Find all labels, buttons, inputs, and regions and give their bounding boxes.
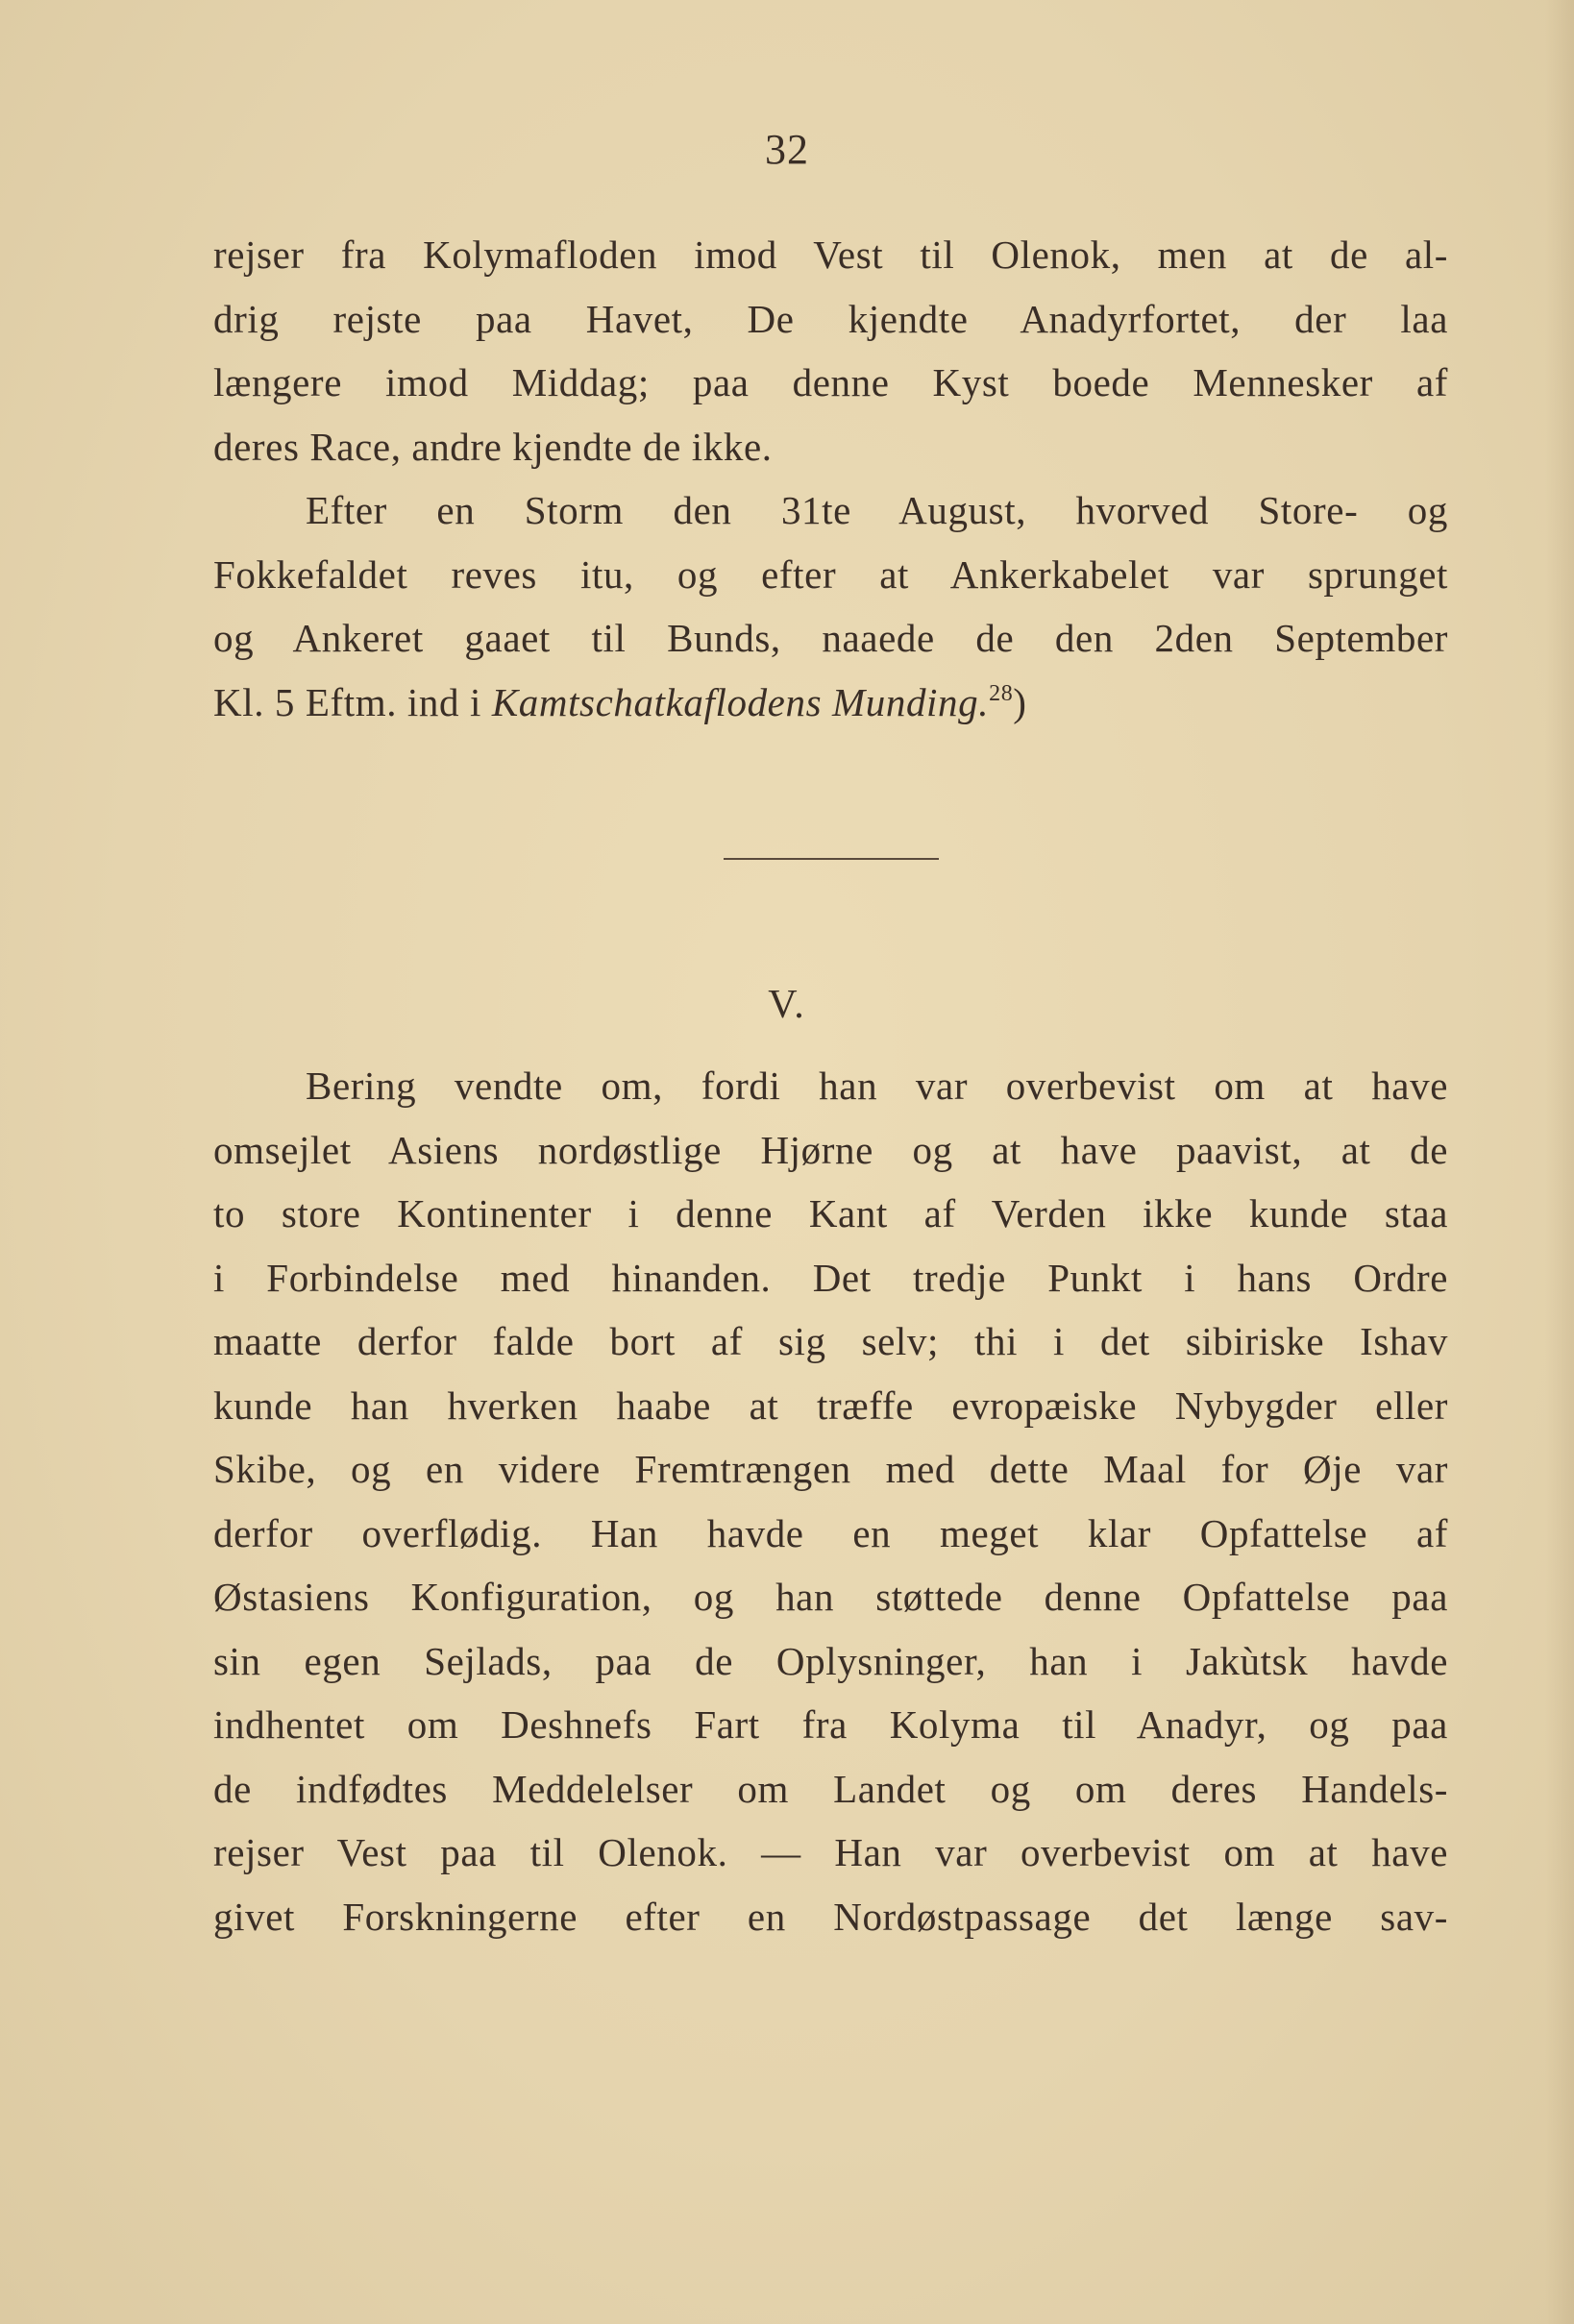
text-line: deres Race, andre kjendte de ikke.	[213, 424, 773, 469]
section-heading: V.	[768, 983, 806, 1027]
page-edge-shadow	[1545, 0, 1574, 2324]
text-line: Fokkefaldet reves itu, og efter at Ankerkabelet var sprunget	[213, 551, 1448, 597]
page-number: 32	[765, 126, 809, 173]
italic-place-name: Kamtschatkaflodens Munding.	[491, 679, 990, 724]
line-suffix: )	[1013, 679, 1027, 724]
text-line: Efter en Storm den 31te August, hvorved Store- og	[306, 488, 1448, 532]
footnote-reference: 28	[989, 680, 1014, 706]
text-line: og Ankeret gaaet til Bunds, naaede de den 2den September	[213, 616, 1448, 660]
text-line: to store Kontinenter i denne Kant af Verden ikke kunde staa	[213, 1191, 1448, 1235]
text-line: givet Forskningerne efter en Nordøstpassage det længe sav-	[213, 1894, 1448, 1939]
text-line: de indfødtes Meddelelser om Landet og om deres Handels-	[213, 1766, 1448, 1811]
text-line: sin egen Sejlads, paa de Oplysninger, han i Jakùtsk havde	[213, 1638, 1448, 1683]
top-text-block	[213, 223, 1448, 734]
text-line: kunde han hverken haabe at træffe evropæiske Nybygder eller	[213, 1382, 1448, 1428]
text-line-with-italic	[213, 671, 1448, 735]
text-line: rejser Vest paa til Olenok. — Han var overbevist om at have	[213, 1830, 1448, 1874]
section-separator-rule	[724, 858, 939, 860]
text-line: Skibe, og en videre Fremtrængen med dette Maal for Øje var	[213, 1447, 1448, 1491]
text-line: Østasiens Konfiguration, og han støttede denne Opfattelse paa	[213, 1575, 1448, 1619]
text-line: i Forbindelse med hinanden. Det tredje Punkt i hans Ordre	[213, 1255, 1448, 1300]
text-line: Bering vendte om, fordi han var overbevist om at have	[306, 1064, 1448, 1108]
text-line: derfor overflødig. Han havde en meget klar Opfattelse af	[213, 1510, 1448, 1555]
bottom-text-block	[213, 1054, 1448, 1948]
text-line: maatte derfor falde bort af sig selv; thi i det sibiriske Ishav	[213, 1319, 1448, 1363]
text-line: drig rejste paa Havet, De kjendte Anadyrfortet, der laa	[213, 296, 1448, 341]
text-line: indhentet om Deshnefs Fart fra Kolyma til Anadyr, og paa	[213, 1702, 1448, 1747]
text-line: længere imod Middag; paa denne Kyst boede Mennesker af	[213, 360, 1448, 404]
text-line: omsejlet Asiens nordøstlige Hjørne og at have paavist, at de	[213, 1127, 1448, 1172]
text-line: rejser fra Kolymafloden imod Vest til Olenok, men at de al-	[213, 232, 1448, 277]
line-prefix: Kl. 5 Eftm. ind i	[213, 679, 492, 724]
